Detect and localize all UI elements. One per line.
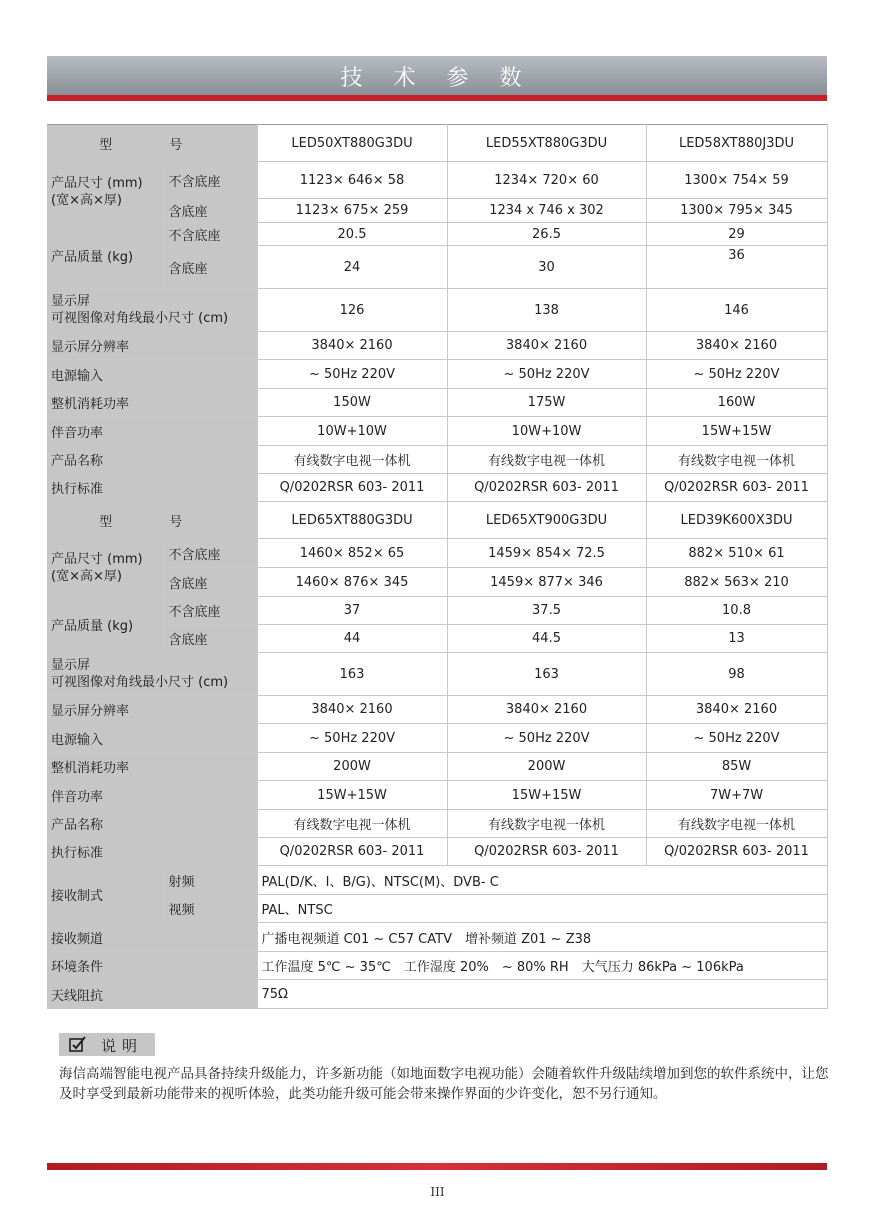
no-stand-label: 不含底座 bbox=[164, 223, 257, 246]
table-row bbox=[47, 810, 827, 838]
table-row bbox=[47, 199, 827, 223]
weight-with-stand-cell: 44.5 bbox=[447, 625, 646, 653]
video-value: PAL、NTSC bbox=[257, 895, 827, 923]
note-text: 海信高端智能电视产品具备持续升级能力，许多新功能（如地面数字电视功能）会随着软件升级陆续增加到您的软件系统中，让您及时享受到最新功能带来的视听体验，此类功能升级可能会带来操作界面的少许变化，恕不另行通知。 bbox=[59, 1066, 829, 1102]
table-row bbox=[47, 539, 827, 568]
environment-label: 环境条件 bbox=[47, 952, 257, 980]
resolution-cell: 3840× 2160 bbox=[257, 696, 447, 724]
note-tag bbox=[59, 1033, 155, 1056]
weight-no-stand-cell: 37.5 bbox=[447, 597, 646, 625]
antenna-value: 75Ω bbox=[257, 980, 827, 1009]
screen-cell: 126 bbox=[257, 289, 447, 332]
standard-cell: Q/0202RSR 603- 2011 bbox=[447, 474, 646, 502]
audio-label: 伴音功率 bbox=[47, 781, 257, 810]
table-row bbox=[47, 838, 827, 866]
audio-cell: 15W+15W bbox=[257, 781, 447, 810]
audio-cell: 15W+15W bbox=[447, 781, 646, 810]
table-row bbox=[47, 125, 827, 162]
size-no-stand-cell: 1459× 854× 72.5 bbox=[447, 539, 646, 568]
page-title: 技 术 参 数 bbox=[340, 66, 534, 91]
resolution-label: 显示屏分辨率 bbox=[47, 696, 257, 724]
audio-label: 伴音功率 bbox=[47, 417, 257, 446]
table-row bbox=[47, 753, 827, 781]
weight-with-stand-cell: 24 bbox=[257, 246, 447, 289]
size-label: 产品尺寸 (mm) (宽×高×厚) bbox=[47, 539, 164, 597]
resolution-cell: 3840× 2160 bbox=[646, 696, 827, 724]
header-red-stripe bbox=[47, 95, 827, 101]
no-stand-label: 不含底座 bbox=[164, 597, 257, 625]
model-cell: LED58XT880J3DU bbox=[646, 125, 827, 162]
resolution-cell: 3840× 2160 bbox=[447, 696, 646, 724]
with-stand-label: 含底座 bbox=[164, 568, 257, 597]
screen-cell: 163 bbox=[447, 653, 646, 696]
audio-cell: 10W+10W bbox=[257, 417, 447, 446]
product-name-cell: 有线数字电视一体机 bbox=[257, 446, 447, 474]
size-label: 产品尺寸 (mm) (宽×高×厚) bbox=[47, 162, 164, 223]
table-row bbox=[47, 895, 827, 923]
model-cell: LED39K600X3DU bbox=[646, 502, 827, 539]
screen-label: 显示屏 可视图像对角线最小尺寸 (cm) bbox=[47, 653, 257, 696]
spec-table bbox=[47, 124, 828, 1009]
screen-cell: 138 bbox=[447, 289, 646, 332]
table-row bbox=[47, 162, 827, 199]
product-name-label: 产品名称 bbox=[47, 810, 257, 838]
with-stand-label: 含底座 bbox=[164, 246, 257, 289]
weight-with-stand-cell: 44 bbox=[257, 625, 447, 653]
resolution-cell: 3840× 2160 bbox=[646, 332, 827, 360]
product-name-cell: 有线数字电视一体机 bbox=[447, 810, 646, 838]
power-consumption-cell: 85W bbox=[646, 753, 827, 781]
table-row bbox=[47, 223, 827, 246]
audio-cell: 7W+7W bbox=[646, 781, 827, 810]
screen-cell: 146 bbox=[646, 289, 827, 332]
page-number: III bbox=[430, 1185, 445, 1199]
power-consumption-cell: 200W bbox=[257, 753, 447, 781]
table-row bbox=[47, 980, 827, 1009]
table-row bbox=[47, 568, 827, 597]
video-label: 视频 bbox=[164, 895, 257, 923]
standard-cell: Q/0202RSR 603- 2011 bbox=[646, 838, 827, 866]
table-row bbox=[47, 923, 827, 952]
power-consumption-label: 整机消耗功率 bbox=[47, 753, 257, 781]
power-input-cell: ~ 50Hz 220V bbox=[646, 724, 827, 753]
note-tag-label: 说明 bbox=[101, 1037, 144, 1055]
table-row bbox=[47, 597, 827, 625]
power-input-label: 电源输入 bbox=[47, 360, 257, 389]
table-row bbox=[47, 446, 827, 474]
weight-no-stand-cell: 10.8 bbox=[646, 597, 827, 625]
screen-cell: 163 bbox=[257, 653, 447, 696]
weight-label: 产品质量 (kg) bbox=[47, 597, 164, 653]
rf-label: 射频 bbox=[164, 866, 257, 895]
weight-label: 产品质量 (kg) bbox=[47, 223, 164, 289]
table-row bbox=[47, 246, 827, 289]
power-input-cell: ~ 50Hz 220V bbox=[257, 360, 447, 389]
size-no-stand-cell: 1123× 646× 58 bbox=[257, 162, 447, 199]
standard-cell: Q/0202RSR 603- 2011 bbox=[257, 474, 447, 502]
table-row bbox=[47, 502, 827, 539]
table-row bbox=[47, 653, 827, 696]
size-with-stand-cell: 1460× 876× 345 bbox=[257, 568, 447, 597]
power-consumption-cell: 200W bbox=[447, 753, 646, 781]
audio-cell: 10W+10W bbox=[447, 417, 646, 446]
table-row bbox=[47, 360, 827, 389]
table-row bbox=[47, 417, 827, 446]
table-row bbox=[47, 625, 827, 653]
power-input-label: 电源输入 bbox=[47, 724, 257, 753]
header-band bbox=[47, 56, 827, 95]
weight-with-stand-cell: 13 bbox=[646, 625, 827, 653]
size-no-stand-cell: 1460× 852× 65 bbox=[257, 539, 447, 568]
model-cell: LED65XT900G3DU bbox=[447, 502, 646, 539]
product-name-cell: 有线数字电视一体机 bbox=[257, 810, 447, 838]
no-stand-label: 不含底座 bbox=[164, 162, 257, 199]
resolution-cell: 3840× 2160 bbox=[447, 332, 646, 360]
table-row bbox=[47, 474, 827, 502]
table-row bbox=[47, 332, 827, 360]
product-name-cell: 有线数字电视一体机 bbox=[646, 446, 827, 474]
table-row bbox=[47, 289, 827, 332]
screen-cell: 98 bbox=[646, 653, 827, 696]
power-consumption-label: 整机消耗功率 bbox=[47, 389, 257, 417]
weight-no-stand-cell: 20.5 bbox=[257, 223, 447, 246]
checkbox-icon bbox=[69, 1036, 86, 1052]
size-with-stand-cell: 882× 563× 210 bbox=[646, 568, 827, 597]
with-stand-label: 含底座 bbox=[164, 199, 257, 223]
screen-label: 显示屏 可视图像对角线最小尺寸 (cm) bbox=[47, 289, 257, 332]
power-input-cell: ~ 50Hz 220V bbox=[646, 360, 827, 389]
resolution-cell: 3840× 2160 bbox=[257, 332, 447, 360]
power-input-cell: ~ 50Hz 220V bbox=[447, 360, 646, 389]
weight-no-stand-cell: 26.5 bbox=[447, 223, 646, 246]
channels-label: 接收频道 bbox=[47, 923, 257, 952]
size-with-stand-cell: 1123× 675× 259 bbox=[257, 199, 447, 223]
power-consumption-cell: 150W bbox=[257, 389, 447, 417]
table-row bbox=[47, 724, 827, 753]
model-cell: LED55XT880G3DU bbox=[447, 125, 646, 162]
power-input-cell: ~ 50Hz 220V bbox=[257, 724, 447, 753]
product-name-label: 产品名称 bbox=[47, 446, 257, 474]
standard-cell: Q/0202RSR 603- 2011 bbox=[646, 474, 827, 502]
weight-no-stand-cell: 37 bbox=[257, 597, 447, 625]
power-input-cell: ~ 50Hz 220V bbox=[447, 724, 646, 753]
power-consumption-cell: 175W bbox=[447, 389, 646, 417]
size-no-stand-cell: 1300× 754× 59 bbox=[646, 162, 827, 199]
size-no-stand-cell: 1234× 720× 60 bbox=[447, 162, 646, 199]
no-stand-label: 不含底座 bbox=[164, 539, 257, 568]
product-name-cell: 有线数字电视一体机 bbox=[447, 446, 646, 474]
model-label: 型 号 bbox=[47, 502, 257, 539]
standard-label: 执行标准 bbox=[47, 474, 257, 502]
channels-value: 广播电视频道 C01 ~ C57 CATV 增补频道 Z01 ~ Z38 bbox=[257, 923, 827, 952]
size-with-stand-cell: 1300× 795× 345 bbox=[646, 199, 827, 223]
antenna-label: 天线阻抗 bbox=[47, 980, 257, 1009]
table-row bbox=[47, 866, 827, 895]
audio-cell: 15W+15W bbox=[646, 417, 827, 446]
standard-cell: Q/0202RSR 603- 2011 bbox=[257, 838, 447, 866]
with-stand-label: 含底座 bbox=[164, 625, 257, 653]
weight-with-stand-cell: 30 bbox=[447, 246, 646, 289]
power-consumption-cell: 160W bbox=[646, 389, 827, 417]
model-label: 型 号 bbox=[47, 125, 257, 162]
table-row bbox=[47, 696, 827, 724]
standard-label: 执行标准 bbox=[47, 838, 257, 866]
model-cell: LED50XT880G3DU bbox=[257, 125, 447, 162]
size-with-stand-cell: 1459× 877× 346 bbox=[447, 568, 646, 597]
footer-red-stripe bbox=[47, 1163, 827, 1170]
weight-with-stand-cell: 36 bbox=[646, 246, 827, 289]
reception-label: 接收制式 bbox=[47, 866, 164, 923]
rf-value: PAL(D/K、I、B/G)、NTSC(M)、DVB- C bbox=[257, 866, 827, 895]
environment-value: 工作温度 5℃ ~ 35℃ 工作湿度 20% ~ 80% RH 大气压力 86kPa ~ 106kPa bbox=[257, 952, 827, 980]
resolution-label: 显示屏分辨率 bbox=[47, 332, 257, 360]
table-row bbox=[47, 781, 827, 810]
standard-cell: Q/0202RSR 603- 2011 bbox=[447, 838, 646, 866]
product-name-cell: 有线数字电视一体机 bbox=[646, 810, 827, 838]
size-with-stand-cell: 1234 x 746 x 302 bbox=[447, 199, 646, 223]
size-no-stand-cell: 882× 510× 61 bbox=[646, 539, 827, 568]
table-row bbox=[47, 389, 827, 417]
table-row bbox=[47, 952, 827, 980]
model-cell: LED65XT880G3DU bbox=[257, 502, 447, 539]
weight-no-stand-cell: 29 bbox=[646, 223, 827, 246]
